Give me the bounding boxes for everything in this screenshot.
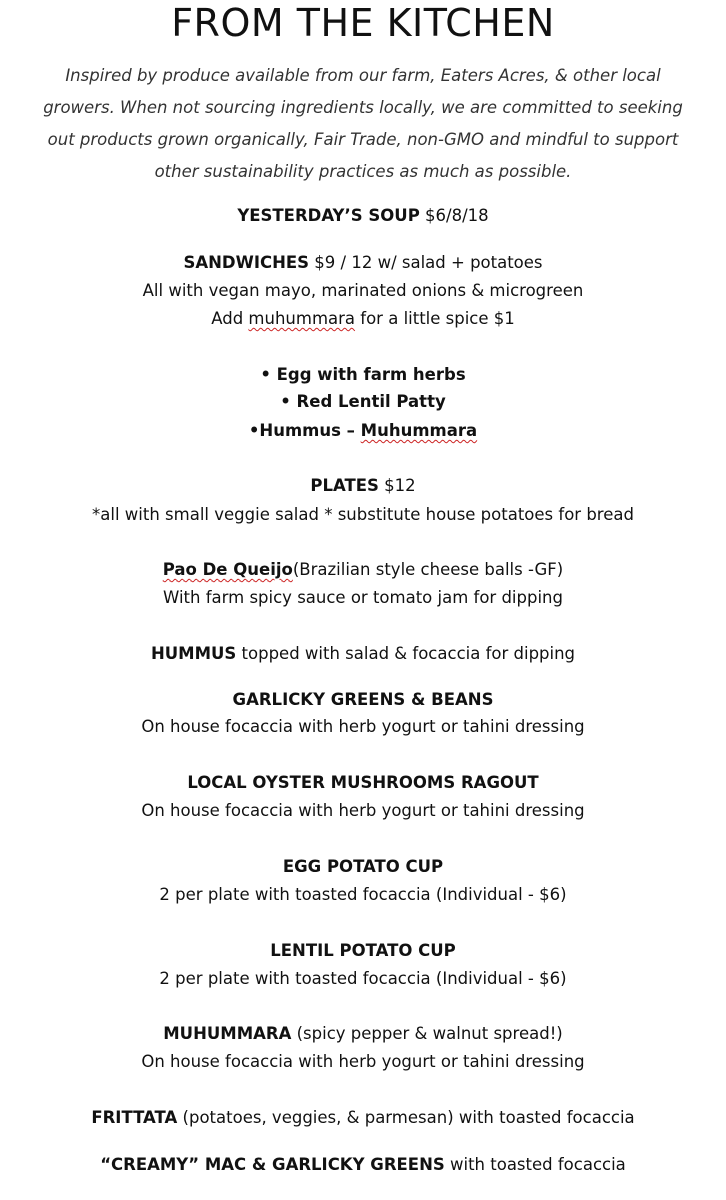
plates-price: $12	[378, 476, 416, 495]
pao-line	[0, 559, 726, 581]
page-title: FROM THE KITCHEN	[171, 1, 555, 45]
soup-line	[0, 205, 726, 227]
soup-name: YESTERDAY’S SOUP	[237, 206, 420, 225]
pao-name: Pao De Queijo	[162, 560, 293, 579]
plates-note: *all with small veggie salad * substitute house potatoes for bread	[92, 505, 634, 524]
hummus-name: HUMMUS	[150, 644, 237, 663]
sandwiches-desc: All with vegan mayo, marinated onions & microgreen	[142, 281, 584, 300]
lentil-cup-desc: 2 per plate with toasted focaccia (Individual - $6)	[159, 969, 567, 988]
greens-desc: On house focaccia with herb yogurt or tahini dressing	[141, 717, 585, 736]
mac-desc: with toasted focaccia	[444, 1155, 626, 1174]
sandwiches-add-line	[0, 308, 726, 330]
sandwiches-name: SANDWICHES	[183, 253, 310, 272]
egg-cup-name: EGG POTATO CUP	[282, 857, 444, 876]
lentil-cup-name: LENTIL POTATO CUP	[270, 941, 456, 960]
frittata-name: FRITTATA	[91, 1108, 178, 1127]
mac-name: “CREAMY” MAC & GARLICKY GREENS	[100, 1155, 445, 1174]
mac-line	[0, 1154, 726, 1176]
add-word: muhummara	[248, 309, 356, 328]
option3-pre: •Hummus –	[248, 421, 361, 440]
muhummara-line	[0, 1023, 726, 1045]
sandwiches-price: $9 / 12 w/ salad + potatoes	[309, 253, 543, 272]
sandwich-option-hummus	[0, 420, 726, 442]
muhummara-desc: (spicy pepper & walnut spread!)	[291, 1024, 563, 1043]
frittata-desc: (potatoes, veggies, & parmesan) with toasted focaccia	[177, 1108, 635, 1127]
option3-word: Muhummara	[360, 421, 478, 440]
add-post: for a little spice $1	[355, 309, 515, 328]
pao-desc: (Brazilian style cheese balls -GF)	[292, 560, 564, 579]
plates-line	[0, 475, 726, 497]
pao-line2: With farm spicy sauce or tomato jam for dipping	[163, 588, 563, 607]
mushrooms-name: LOCAL OYSTER MUSHROOMS RAGOUT	[187, 773, 539, 792]
egg-cup-desc: 2 per plate with toasted focaccia (Individual - $6)	[159, 885, 567, 904]
sandwiches-line	[0, 252, 726, 274]
hummus-line	[0, 643, 726, 665]
greens-name: GARLICKY GREENS & BEANS	[232, 690, 494, 709]
mushrooms-desc: On house focaccia with herb yogurt or tahini dressing	[141, 801, 585, 820]
muhummara-name: MUHUMMARA	[163, 1024, 292, 1043]
sandwich-option: • Red Lentil Patty	[280, 392, 446, 411]
add-pre: Add	[211, 309, 249, 328]
muhummara-line2: On house focaccia with herb yogurt or tahini dressing	[141, 1052, 585, 1071]
frittata-line	[0, 1107, 726, 1129]
sandwich-option: • Egg with farm herbs	[260, 365, 466, 384]
plates-name: PLATES	[310, 476, 379, 495]
hummus-desc: topped with salad & focaccia for dipping	[236, 644, 576, 663]
intro-text: Inspired by produce available from our farm, Eaters Acres, & other local growers. When not sourcing ingredients locally, we are committed to seeking out products grown organically, Fair Trade, non-GMO and mindful to support other sustainability practices as much as possible.	[43, 66, 683, 181]
soup-price: $6/8/18	[419, 206, 489, 225]
